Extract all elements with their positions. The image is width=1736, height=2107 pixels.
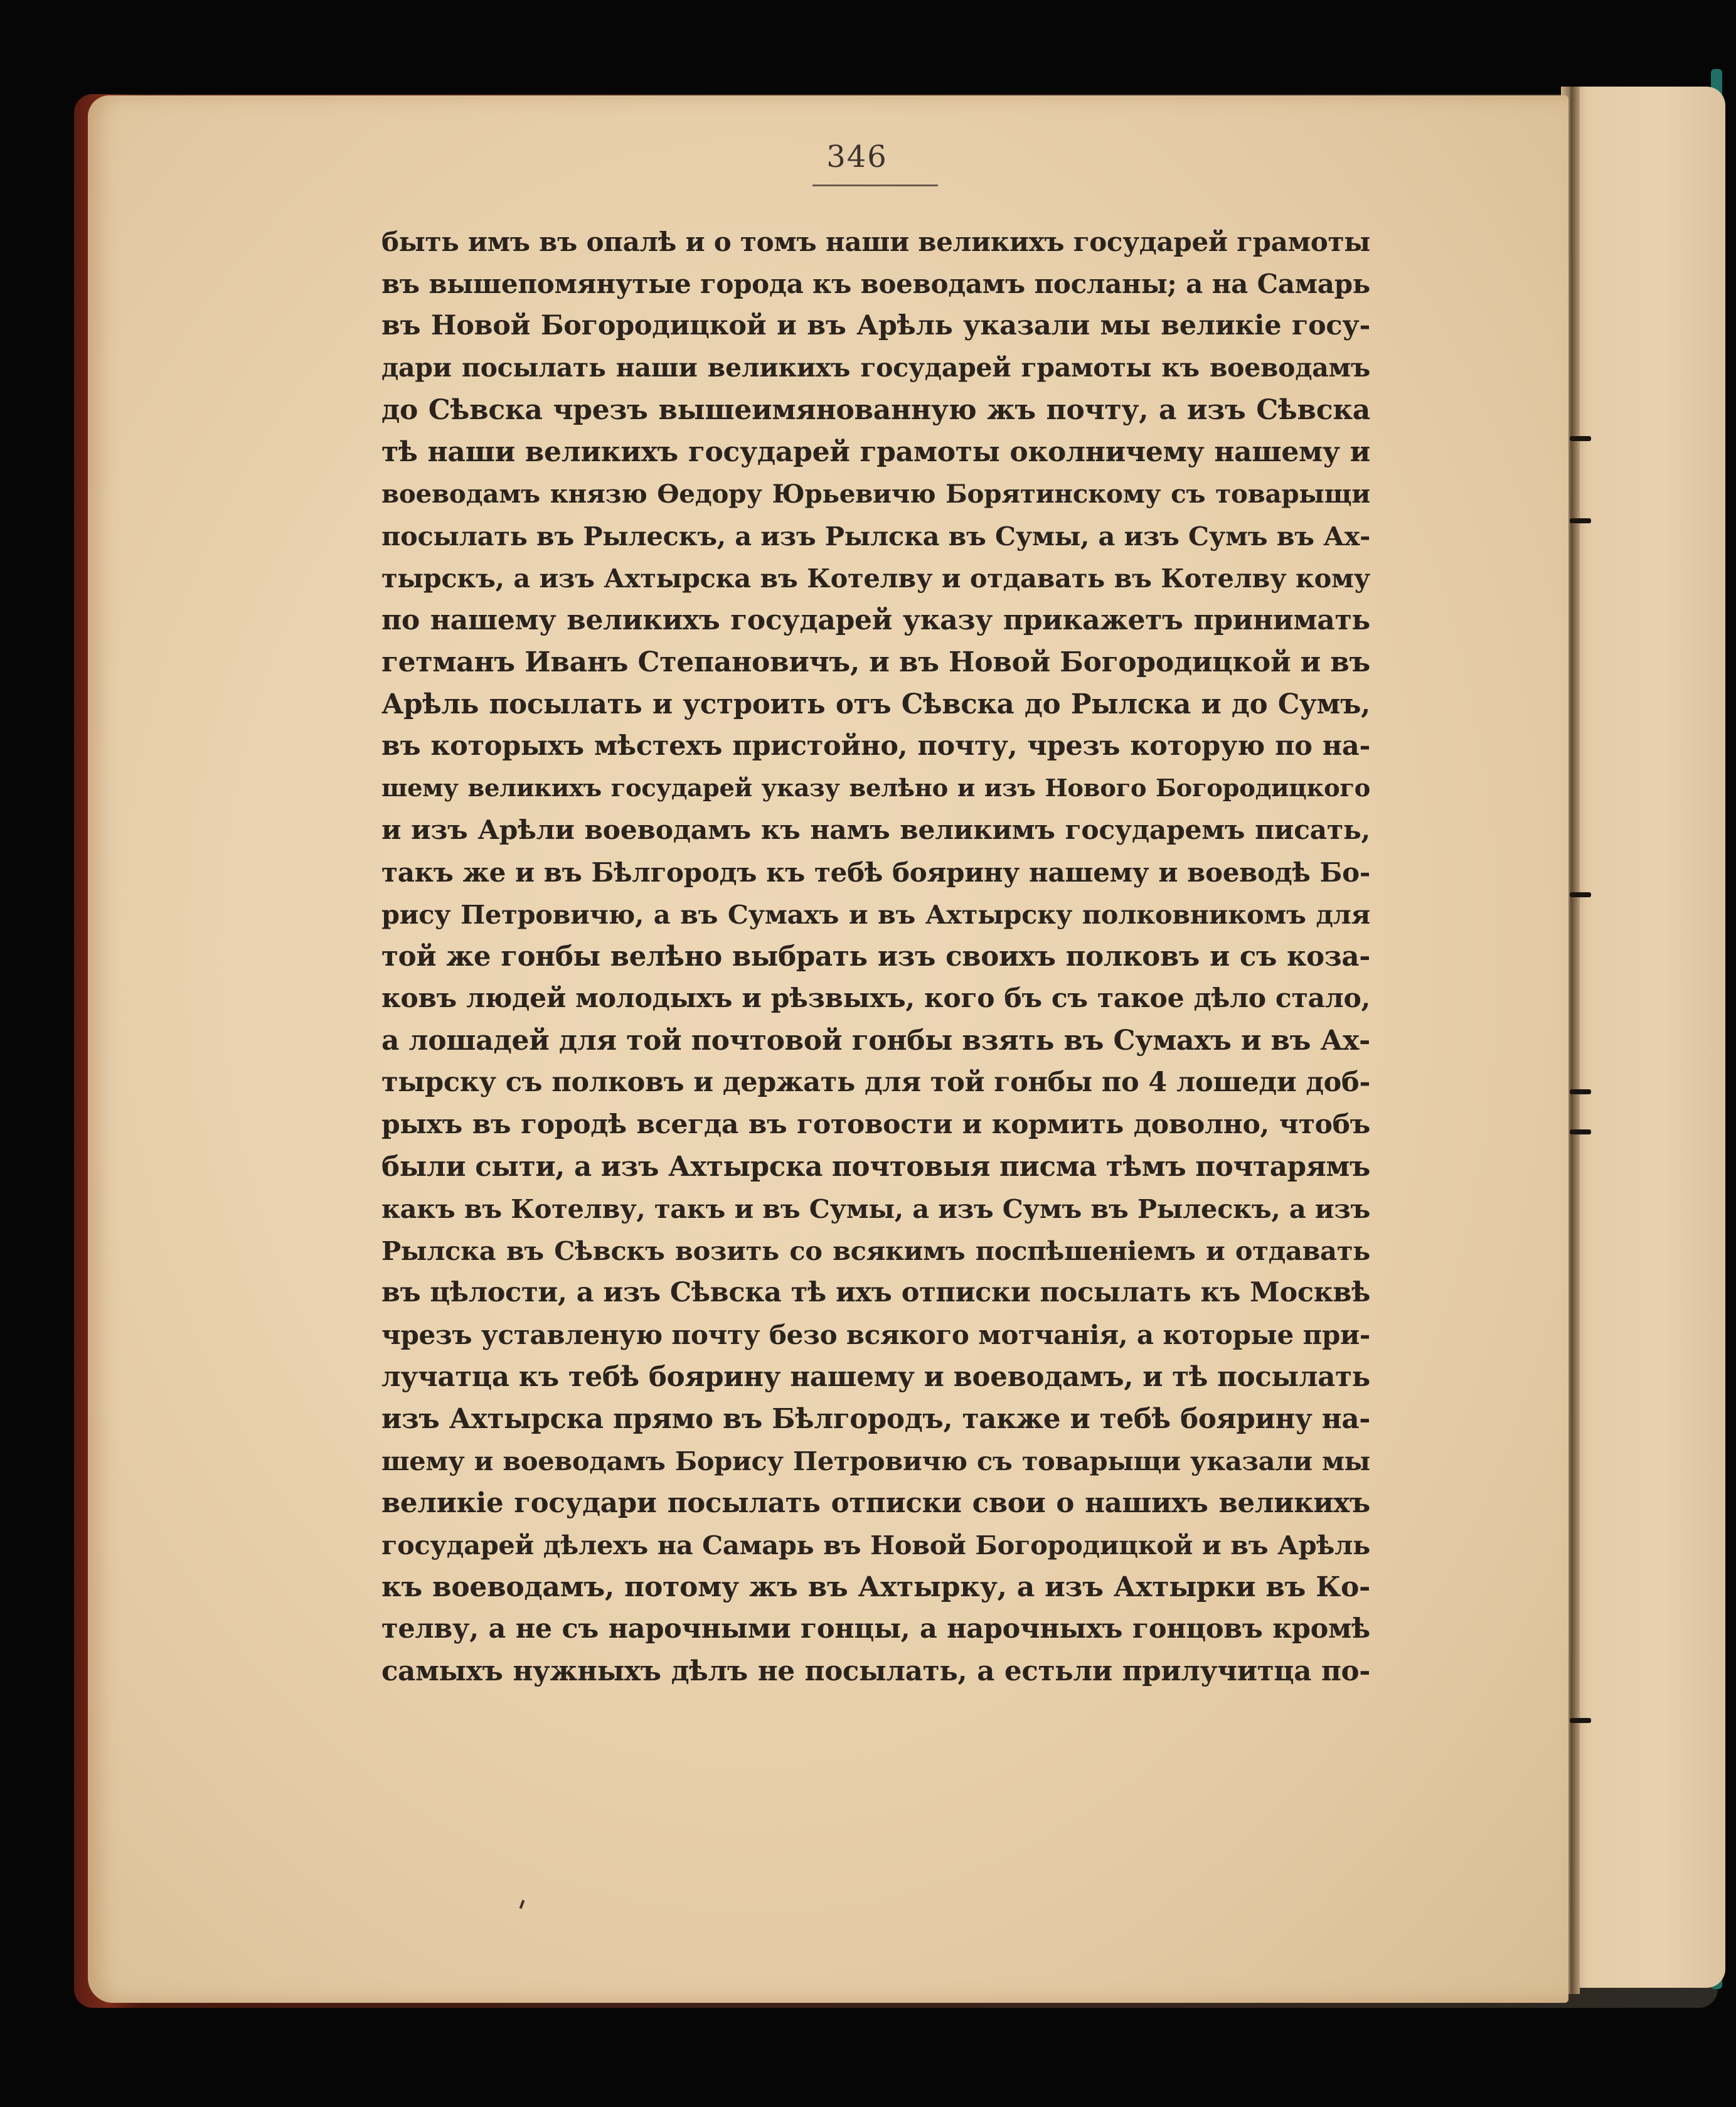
binding-stitch	[1570, 1089, 1591, 1094]
text-line: рыхъ въ городѣ всегда въ готовости и кормить доволно, чтобъ	[381, 1109, 1370, 1140]
text-line: а лошадей для той почтовой гонбы взять въ Сумахъ и въ Ах-	[381, 1025, 1370, 1057]
binding-stitch	[1570, 892, 1591, 897]
text-line: по нашему великихъ государей указу прикажетъ принимать	[381, 604, 1370, 636]
text-line: Арѣль посылать и устроить отъ Сѣвска до Рылска и до Сумъ,	[381, 688, 1370, 720]
text-line: до Сѣвска чрезъ вышеимянованную жъ почту, а изъ Сѣвска	[381, 394, 1370, 426]
text-line: Рылска въ Сѣвскъ возить со всякимъ поспѣшеніемъ и отдавать	[381, 1235, 1370, 1266]
body-text	[381, 221, 1370, 1692]
text-line: были сыти, а изъ Ахтырска почтовыя писма тѣмъ почтарямъ	[381, 1151, 1371, 1183]
text-line: чрезъ уставленую почту безо всякого мотчанія, а которые при-	[381, 1320, 1370, 1350]
text-line: изъ Ахтырска прямо въ Бѣлгородъ, также и тебѣ боярину на-	[381, 1403, 1370, 1435]
text-line: лучатца къ тебѣ боярину нашему и воеводамъ, и тѣ посылать	[381, 1361, 1370, 1393]
text-line: тырску съ полковъ и держать для той гонбы по 4 лошеди доб-	[381, 1067, 1370, 1098]
text-line: телву, а не съ нарочными гонцы, а нарочныхъ гонцовъ кромѣ	[381, 1613, 1370, 1645]
text-line: въ которыхъ мѣстехъ пристойно, почту, чрезъ которую по на-	[381, 730, 1370, 762]
facing-page	[1568, 87, 1725, 1988]
text-line: какъ въ Котелву, такъ и въ Сумы, а изъ Сумъ въ Рылескъ, а изъ	[381, 1193, 1370, 1224]
text-line: тѣ наши великихъ государей грамоты околничему нашему и	[381, 436, 1370, 468]
text-line: рису Петровичю, а въ Сумахъ и въ Ахтырску полковникомъ для	[381, 899, 1370, 930]
text-line: посылать въ Рылескъ, а изъ Рылска въ Сумы, а изъ Сумъ въ Ах-	[381, 521, 1370, 552]
text-line: шему и воеводамъ Борису Петровичю съ товарыщи указали мы	[381, 1446, 1370, 1476]
text-line: тырскъ, а изъ Ахтырска въ Котелву и отдавать въ Котелву кому	[381, 563, 1370, 594]
binding-stitch	[1570, 518, 1591, 523]
binding-stitch	[1570, 436, 1591, 441]
text-line: въ вышепомянутые города къ воеводамъ посланы; а на Самарь	[381, 269, 1370, 299]
text-line: такъ же и въ Бѣлгородъ къ тебѣ боярину нашему и воеводѣ Бо-	[381, 857, 1370, 888]
binding-stitch	[1570, 1129, 1591, 1134]
text-line: воеводамъ князю Ѳедору Юрьевичю Борятинскому съ товарыщи	[381, 479, 1370, 509]
text-line: государей дѣлехъ на Самарь въ Новой Богородицкой и въ Арѣль	[381, 1530, 1370, 1560]
text-line: шему великихъ государей указу велѣно и изъ Нового Богородицкого	[381, 774, 1370, 803]
text-line: дари посылать наши великихъ государей грамоты къ воеводамъ	[381, 353, 1370, 383]
text-line: великіе государи посылать отписки свои о нашихъ великихъ	[381, 1487, 1370, 1519]
text-line: и изъ Арѣли воеводамъ къ намъ великимъ государемъ писать,	[381, 814, 1370, 846]
text-line: ковъ людей молодыхъ и рѣзвыхъ, кого бъ съ такое дѣло стало,	[381, 983, 1370, 1014]
text-line: къ воеводамъ, потому жъ въ Ахтырку, а изъ Ахтырки въ Ко-	[381, 1571, 1370, 1603]
text-line: той же гонбы велѣно выбрать изъ своихъ полковъ и съ коза-	[381, 941, 1370, 973]
text-line: въ Новой Богородицкой и въ Арѣль указали мы великіе госу-	[381, 310, 1370, 341]
page-number-rule	[812, 184, 938, 186]
binding-stitch	[1570, 1718, 1591, 1723]
text-line: гетманъ Иванъ Степановичъ, и въ Новой Богородицкой и въ	[381, 646, 1370, 678]
text-line: самыхъ нужныхъ дѣлъ не посылать, а естьли прилучитца по-	[381, 1655, 1370, 1687]
page-number: 346	[826, 139, 888, 174]
text-line: въ цѣлости, а изъ Сѣвска тѣ ихъ отписки посылать къ Москвѣ	[381, 1277, 1370, 1308]
text-line: быть имъ въ опалѣ и о томъ наши великихъ государей грамоты	[381, 227, 1370, 257]
